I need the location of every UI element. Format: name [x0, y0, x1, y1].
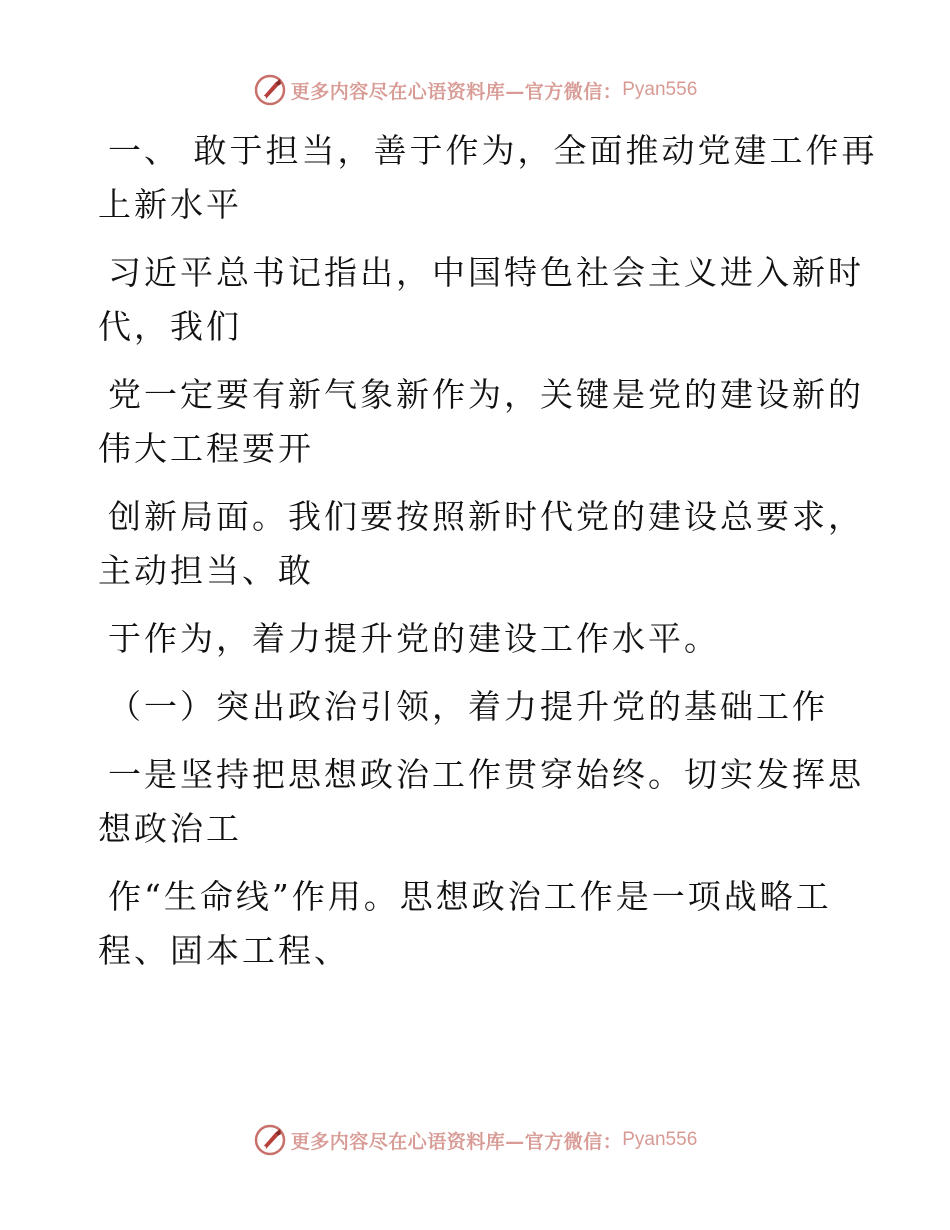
- paragraph-2-line-1: 习近平总书记指出，中国特色社会主义进入新时: [108, 253, 864, 292]
- paragraph-3-line-2: 伟大工程要开: [98, 429, 314, 468]
- footer-banner-text: 更多内容尽在心语资料库—官方微信：: [290, 1130, 623, 1153]
- paragraph-8: [98, 870, 868, 978]
- paragraph-3-line-1: 党一定要有新气象新作为，关键是党的建设新的: [108, 375, 864, 414]
- paragraph-7-line-1: 一是坚持把思想政治工作贯穿始终。切实发挥思: [108, 755, 864, 794]
- paragraph-8-line-1: 作“生命线”作用。思想政治工作是一项战略工: [108, 877, 832, 916]
- paragraph-6-line-1: （一）突出政治引领，着力提升党的基础工作: [108, 687, 828, 726]
- paragraph-7: [98, 748, 868, 856]
- paragraph-1-line-2: 上新水平: [98, 185, 242, 224]
- footer-banner: [0, 1120, 950, 1160]
- paragraph-1: [98, 124, 878, 232]
- pen-logo-icon: [253, 1123, 287, 1157]
- paragraph-4: [98, 490, 868, 598]
- paragraph-3: [98, 368, 868, 476]
- header-banner-id: Pyan556: [622, 79, 698, 100]
- paragraph-2-line-2: 代，我们: [98, 307, 242, 346]
- paragraph-8-line-2: 程、固本工程、: [98, 931, 350, 970]
- pen-logo-icon: [253, 73, 287, 107]
- paragraph-2: [98, 246, 868, 354]
- paragraph-4-line-2: 主动担当、敢: [98, 551, 314, 590]
- paragraph-1-line-1: 一、 敢于担当，善于作为，全面推动党建工作再: [108, 131, 878, 170]
- paragraph-6-subheading: [98, 680, 868, 734]
- paragraph-7-line-2: 想政治工: [98, 809, 242, 848]
- paragraph-4-line-1: 创新局面。我们要按照新时代党的建设总要求，: [108, 497, 864, 536]
- header-banner: [0, 70, 950, 110]
- header-banner-text: 更多内容尽在心语资料库—官方微信：: [290, 80, 623, 103]
- paragraph-5-line-1: 于作为，着力提升党的建设工作水平。: [108, 619, 720, 658]
- paragraph-5: [98, 612, 868, 666]
- footer-banner-id: Pyan556: [622, 1129, 698, 1150]
- document-body: [98, 124, 878, 992]
